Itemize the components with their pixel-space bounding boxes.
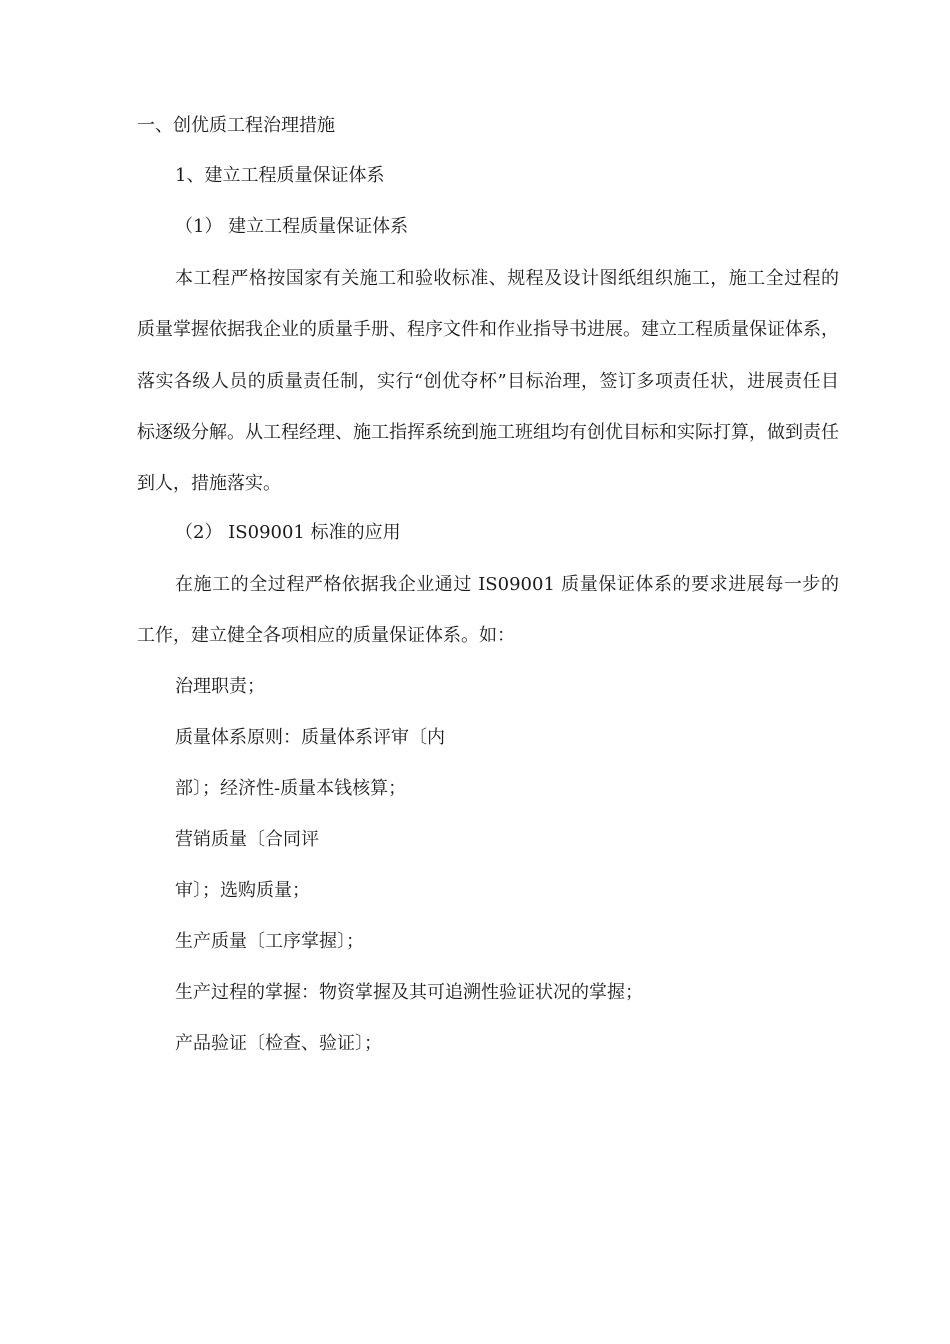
body-paragraph-1: 本工程严格按国家有关施工和验收标准、规程及设计图纸组织施工，施工全过程的质量掌握依据我企业的质量手册、程序文件和作业指导书进展。建立工程质量保证体系，落实各级人员的质量责任制，实行“创优夺杯”目标治理，签订多项责任状，进展责任目标逐级分解。从工程经理、施工指挥系统到施工班组均有创优目标和实际打算，做到责任到人，措施落实。 [137,268,839,495]
body-paragraph-2: 在施工的全过程严格依据我企业通过 IS09001 质量保证体系的要求进展每一步的工作，建立健全各项相应的质量保证体系。如： [137,574,839,647]
item-heading-2: （2） IS09001 标准的应用 [175,522,401,543]
item-heading-1: （1） 建立工程质量保证体系 [175,216,409,237]
list-item: 营销质量〔合同评 [175,829,319,850]
list-item: 审〕；选购质量； [175,880,310,901]
list-item: 产品验证〔检查、验证〕； [175,1033,382,1054]
list-item: 部〕；经济性-质量本钱核算； [175,778,407,799]
list-item: 治理职责； [175,676,265,697]
list-item: 质量体系原则：质量体系评审〔内 [175,727,445,748]
subsection-heading: 1、建立工程质量保证体系 [175,165,385,186]
list-item: 生产质量〔工序掌握〕； [175,931,364,952]
list-item: 生产过程的掌握：物资掌握及其可追溯性验证状况的掌握； [175,982,643,1003]
section-heading: 一、创优质工程治理措施 [137,115,335,136]
